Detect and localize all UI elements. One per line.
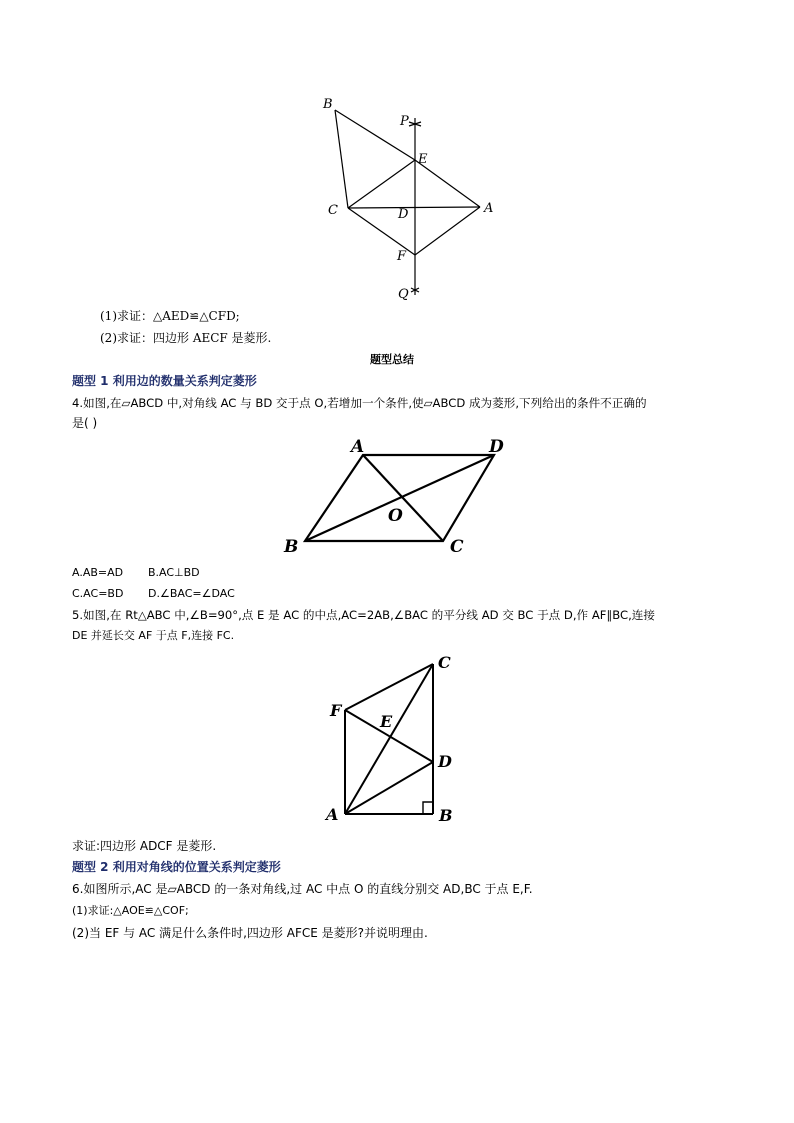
fig2-label-O: O — [388, 506, 403, 526]
fig1-label-B: B — [323, 97, 333, 112]
fig3-label-F: F — [330, 701, 342, 720]
fig3-label-B: B — [439, 806, 453, 825]
fig1-label-A: A — [484, 201, 494, 216]
fig1-label-P: P — [400, 114, 409, 129]
section-title: 题型总结 — [370, 353, 414, 366]
fig1-label-Q: Q — [398, 287, 409, 302]
q3-part2: (2)求证：四边形 AECF 是菱形. — [100, 331, 272, 345]
q4-stem-line1: 4.如图,在▱ABCD 中,对角线 AC 与 BD 交于点 O,若增加一个条件,使▱ABCD 成为菱形,下列给出的条件不正确的 — [72, 396, 647, 410]
q5-stem-line2: DE 并延长交 AF 于点 F,连接 FC. — [72, 629, 235, 642]
fig2-label-A: A — [351, 437, 365, 457]
fig1-label-D: D — [398, 207, 409, 222]
type2-heading: 题型 2 利用对角线的位置关系判定菱形 — [72, 860, 281, 874]
q4-option-D: D.∠BAC=∠DAC — [148, 587, 235, 600]
q5-stem-line1: 5.如图,在 Rt△ABC 中,∠B=90°,点 E 是 AC 的中点,AC=2AB,∠BAC 的平分线 AD 交 BC 于点 D,作 AF∥BC,连接 — [72, 608, 655, 622]
fig2-label-C: C — [450, 537, 464, 557]
fig2-label-B: B — [284, 537, 299, 557]
q6-part2: (2)当 EF 与 AC 满足什么条件时,四边形 AFCE 是菱形?并说明理由. — [72, 926, 428, 940]
fig3-label-A: A — [326, 805, 339, 824]
fig1-label-E: E — [418, 152, 428, 167]
q4-option-B: B.AC⊥BD — [148, 566, 200, 579]
fig3-label-C: C — [438, 653, 451, 672]
type1-heading: 题型 1 利用边的数量关系判定菱形 — [72, 374, 257, 388]
fig3-label-D: D — [438, 752, 452, 771]
q6-part1: (1)求证:△AOE≌△COF; — [72, 904, 189, 917]
fig2-label-D: D — [489, 437, 504, 457]
q5-prove: 求证:四边形 ADCF 是菱形. — [72, 839, 217, 853]
q4-option-A: A.AB=AD — [72, 566, 124, 579]
q6-stem: 6.如图所示,AC 是▱ABCD 的一条对角线,过 AC 中点 O 的直线分别交 AD,BC 于点 E,F. — [72, 882, 533, 896]
q3-part1: (1)求证：△AED≌△CFD; — [100, 309, 240, 323]
q4-stem-line2: 是( ) — [72, 416, 98, 430]
q4-option-C: C.AC=BD — [72, 587, 124, 600]
fig3-label-E: E — [380, 712, 393, 731]
fig1-label-F: F — [397, 249, 407, 264]
fig1-label-C: C — [328, 203, 338, 218]
